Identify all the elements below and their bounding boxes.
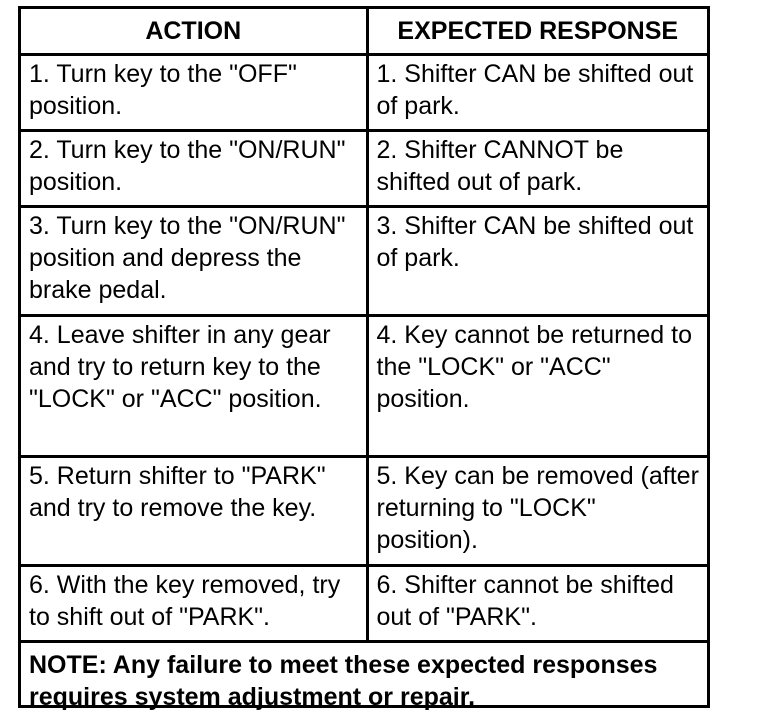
response-cell: 3. Shifter CAN be shifted out of park. — [367, 207, 707, 316]
table-row — [21, 566, 707, 642]
table-row — [21, 207, 707, 316]
table-row — [21, 131, 707, 207]
table-header-row — [21, 9, 707, 55]
action-cell: 3. Turn key to the "ON/RUN" position and depress the brake pedal. — [21, 207, 367, 316]
response-cell: 1. Shifter CAN be shifted out of park. — [367, 55, 707, 131]
action-cell: 1. Turn key to the "OFF" position. — [21, 55, 367, 131]
action-cell: 4. Leave shifter in any gear and try to return key to the "LOCK" or "ACC" position. — [21, 316, 367, 457]
table-row — [21, 457, 707, 566]
action-column-header: ACTION — [21, 9, 367, 55]
response-cell: 2. Shifter CANNOT be shifted out of park. — [367, 131, 707, 207]
table-row — [21, 316, 707, 457]
response-cell: 6. Shifter cannot be shifted out of "PARK". — [367, 566, 707, 642]
response-cell: 5. Key can be removed (after returning to "LOCK" position). — [367, 457, 707, 566]
action-cell: 5. Return shifter to "PARK" and try to remove the key. — [21, 457, 367, 566]
action-cell: 6. With the key removed, try to shift out of "PARK". — [21, 566, 367, 642]
procedure-table-frame — [18, 6, 710, 708]
procedure-table — [21, 9, 707, 727]
response-cell: 4. Key cannot be returned to the "LOCK" or "ACC" position. — [367, 316, 707, 457]
note-row — [21, 642, 707, 727]
action-cell: 2. Turn key to the "ON/RUN" position. — [21, 131, 367, 207]
table-row — [21, 55, 707, 131]
response-column-header: EXPECTED RESPONSE — [367, 9, 707, 55]
note-text: NOTE: Any failure to meet these expected responses requires system adjustment or repair. — [21, 642, 707, 727]
